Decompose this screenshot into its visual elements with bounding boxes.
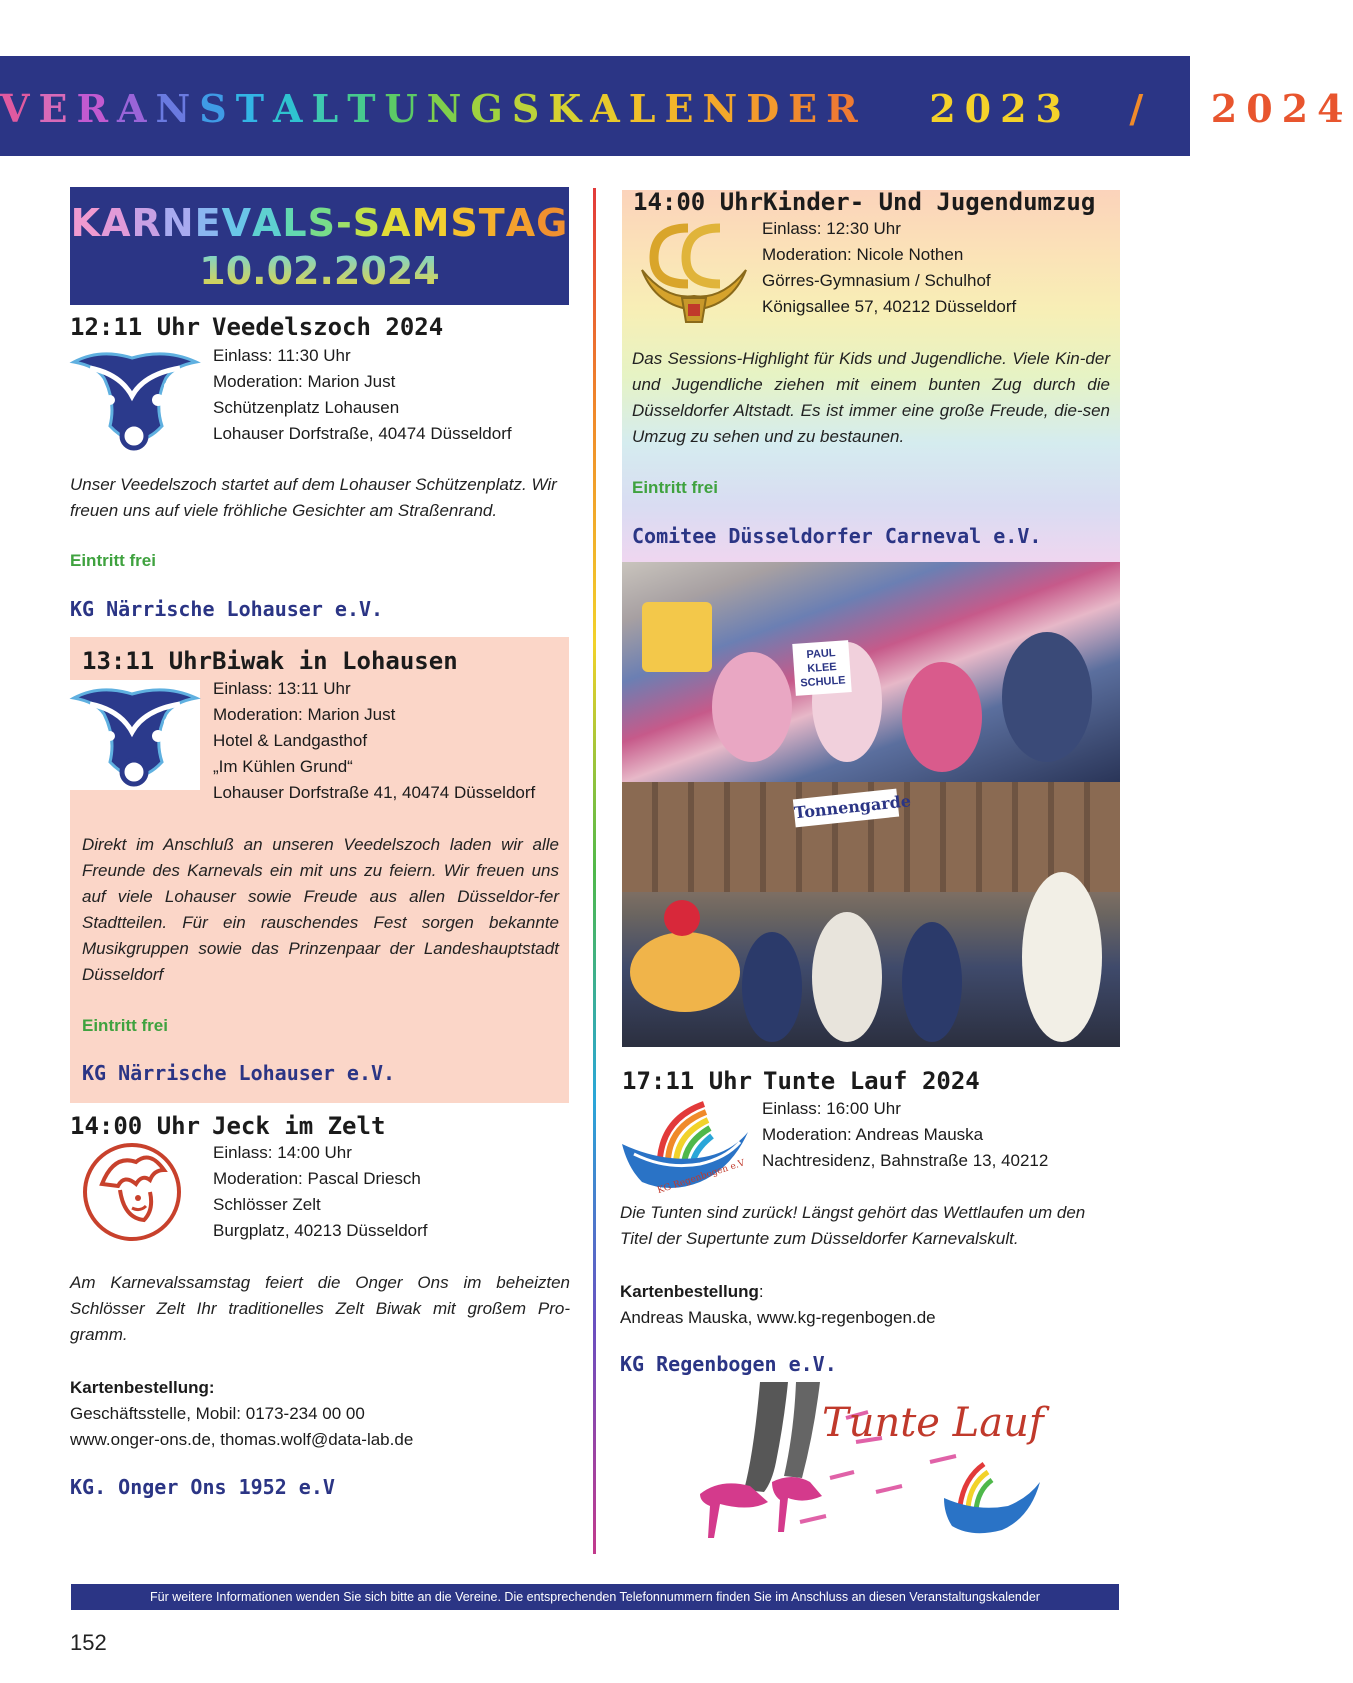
event-title: Tunte Lauf 2024 — [763, 1067, 980, 1095]
title-letter: S — [511, 86, 549, 131]
tickets-label-line — [620, 1279, 936, 1305]
page-number: 152 — [70, 1630, 107, 1655]
day-title-letter: K — [70, 201, 102, 245]
info-entry: Einlass: 14:00 Uhr — [213, 1143, 352, 1162]
event-info — [213, 343, 512, 447]
event-time: 14:00 Uhr — [633, 188, 764, 216]
title-letter: E — [788, 86, 827, 131]
day-title-letter: S — [450, 201, 479, 245]
day-title-letter: T — [478, 201, 506, 245]
title-slash: / — [1129, 86, 1153, 131]
day-title-letter: N — [161, 201, 195, 245]
tickets-phone: Geschäftsstelle, Mobil: 0173-234 00 00 — [70, 1404, 365, 1423]
title-letter: S — [199, 86, 236, 131]
title-letter: N — [426, 86, 471, 131]
event-kinderumzug — [633, 188, 1095, 216]
title-letter: R — [826, 86, 867, 131]
title-letter: N — [155, 86, 200, 131]
organizer-name: KG Regenbogen e.V. — [620, 1352, 837, 1376]
title-letter: D — [746, 86, 789, 131]
info-entry: Einlass: 12:30 Uhr — [762, 219, 901, 238]
title-letters — [0, 86, 867, 131]
info-venue-name: „Im Kühlen Grund“ — [213, 757, 353, 776]
day-title-letter: S — [352, 201, 382, 245]
event-tunte-lauf — [622, 1067, 980, 1095]
day-title-letter: A — [505, 201, 537, 245]
info-venue: Schützenplatz Lohausen — [213, 398, 400, 417]
entry-free-label: Eintritt frei — [82, 1016, 168, 1035]
day-title-letter: A — [101, 201, 132, 245]
info-moderation: Moderation: Marion Just — [213, 372, 396, 391]
event-heading — [82, 647, 458, 675]
regenbogen-cap-logo — [620, 1098, 750, 1197]
header-banner — [0, 56, 1353, 156]
parade-photo-crowd — [622, 562, 1120, 782]
title-letter: N — [702, 86, 747, 131]
title-letter: G — [470, 86, 512, 131]
event-title: Veedelszoch 2024 — [212, 313, 444, 341]
day-title-letter: R — [131, 201, 162, 245]
event-info — [762, 1096, 1048, 1174]
event-title: Biwak in Lohausen — [212, 647, 458, 675]
event-title: Jeck im Zelt — [212, 1112, 386, 1140]
info-address: Lohauser Dorfstraße, 40474 Düsseldorf — [213, 424, 512, 443]
info-venue: Schlösser Zelt — [213, 1195, 321, 1214]
info-venue: Görres-Gymnasium / Schulhof — [762, 271, 991, 290]
tickets-label: Kartenbestellung — [620, 1282, 759, 1301]
info-entry: Einlass: 13:11 Uhr — [213, 679, 351, 698]
event-veedelszoch — [70, 313, 443, 341]
info-address: Lohauser Dorfstraße 41, 40474 Düsseldorf — [213, 783, 536, 802]
day-title-letter: - — [336, 201, 353, 245]
info-moderation: Moderation: Andreas Mauska — [762, 1125, 984, 1144]
column-divider — [593, 188, 596, 1554]
title-letter: V — [0, 86, 39, 131]
day-date: 10.02.2024 — [70, 247, 569, 295]
tickets-colon: : — [758, 1282, 764, 1301]
day-title-letter: E — [194, 201, 222, 245]
event-info — [762, 216, 1016, 320]
event-heading — [622, 1067, 980, 1095]
jester-face-logo — [80, 1140, 184, 1244]
organizer-name: KG. Onger Ons 1952 e.V — [70, 1475, 335, 1499]
tickets-contact: Andreas Mauska, www.kg-regenbogen.de — [620, 1308, 936, 1327]
day-title-letter: A — [252, 201, 283, 245]
day-title — [70, 199, 569, 247]
title-letter: L — [311, 86, 348, 131]
event-time: 13:11 Uhr — [82, 647, 213, 675]
day-title-letter: L — [282, 201, 308, 245]
day-title-letter: V — [221, 201, 252, 245]
title-letter: R — [76, 86, 118, 131]
tickets-label: Kartenbestellung: — [70, 1378, 215, 1397]
info-address: Nachtresidenz, Bahnstraße 13, 40212 — [762, 1151, 1049, 1170]
title-letter: T — [235, 86, 273, 131]
title-letter: E — [664, 86, 703, 131]
day-title-letter: A — [381, 201, 412, 245]
day-title-letter: G — [536, 201, 569, 245]
ticket-info — [620, 1279, 936, 1331]
title-letter: A — [117, 86, 156, 131]
event-title: Kinder- Und Jugendumzug — [763, 188, 1096, 216]
ticket-info — [70, 1375, 413, 1453]
event-description: Am Karnevalssamstag feiert die Onger Ons im beheizten Schlösser Zelt Ihr traditionelles Zelt Biwak mit großem Pro-gramm. — [70, 1273, 570, 1344]
info-moderation: Moderation: Pascal Driesch — [213, 1169, 421, 1188]
event-heading — [70, 313, 443, 341]
comitee-cc-logo — [636, 218, 752, 328]
paul-klee-sign: PAUL KLEE SCHULE — [792, 640, 851, 696]
title-year-1: 2023 — [929, 86, 1071, 131]
title-year-2: 2024 — [1210, 86, 1353, 131]
parade-photo-tonnengarde — [622, 782, 1120, 1047]
event-description: Unser Veedelszoch startet auf dem Lohauser Schützenplatz. Wir freuen uns auf viele fröhliche Gesichter am Straßenrand. — [70, 475, 557, 520]
title-letter: U — [384, 86, 427, 131]
organizer-name: KG Närrische Lohauser e.V. — [82, 1061, 396, 1085]
event-time: 14:00 Uhr — [70, 1112, 201, 1140]
entry-free-label: Eintritt frei — [70, 551, 156, 570]
event-info — [213, 676, 535, 806]
tonnengarde-sign: Tonnengarde — [793, 789, 899, 828]
organizer-name: Comitee Düsseldorfer Carneval e.V. — [632, 524, 1042, 548]
info-address: Königsallee 57, 40212 Düsseldorf — [762, 297, 1017, 316]
event-description: Das Sessions-Highlight für Kids und Jugendliche. Viele Kin-der und Jugendliche ziehen mit einem bunten Zug durch die Düsseldorfer Altstadt. Es ist immer eine große Freude, die-sen Umzug zu sehen und zu bestaunen. — [632, 349, 1110, 446]
regenbogen-logo-text: KG Regenbogen e.V — [656, 1158, 747, 1197]
jester-cap-logo — [70, 680, 200, 790]
title-letter: L — [628, 86, 665, 131]
title-letter: T — [347, 86, 385, 131]
event-jeck-im-zelt — [70, 1112, 385, 1140]
day-title-letter: S — [307, 201, 337, 245]
calendar-title — [0, 86, 1353, 131]
footer-info-bar: Für weitere Informationen wenden Sie sich bitte an die Vereine. Die entsprechenden Telefonnummern finden Sie im Anschluss an diesen Veranstaltungskalender — [71, 1584, 1119, 1610]
tickets-web: www.onger-ons.de, thomas.wolf@data-lab.de — [70, 1430, 414, 1449]
info-entry: Einlass: 11:30 Uhr — [213, 346, 351, 365]
day-title-box — [70, 187, 569, 305]
event-time: 12:11 Uhr — [70, 313, 201, 341]
info-moderation: Moderation: Marion Just — [213, 705, 396, 724]
tunte-lauf-illustration — [680, 1382, 1100, 1552]
organizer-name: KG Närrische Lohauser e.V. — [70, 597, 384, 621]
info-address: Burgplatz, 40213 Düsseldorf — [213, 1221, 428, 1240]
event-biwak — [82, 647, 458, 675]
tunte-lauf-script: Tunte Lauf — [822, 1400, 1044, 1446]
info-entry: Einlass: 16:00 Uhr — [762, 1099, 901, 1118]
event-description: Direkt im Anschluß an unseren Veedelszoch laden wir alle Freunde des Karnevals ein mit uns zu feiern. Wir freuen uns auf viele Lohauser sowie Freude aus allen Düsseldor-fer Stadtteilen. Für ein rauschendes Fest sorgen bekannte Musikgruppen sowie das Prinzenpaar der Landeshauptstadt Düsseldorf — [82, 835, 559, 984]
title-letter: K — [548, 86, 591, 131]
title-letter: E — [38, 86, 77, 131]
info-moderation: Moderation: Nicole Nothen — [762, 245, 964, 264]
event-heading — [70, 1112, 385, 1140]
info-venue: Hotel & Landgasthof — [213, 731, 368, 750]
event-info — [213, 1140, 428, 1244]
event-time: 17:11 Uhr — [622, 1067, 753, 1095]
event-description: Die Tunten sind zurück! Längst gehört das Wettlaufen um den Titel der Supertunte zum Düsseldorfer Karnevalskult. — [620, 1203, 1086, 1248]
title-letter: A — [273, 86, 312, 131]
event-heading — [633, 188, 1095, 216]
day-title-letter: M — [411, 201, 451, 245]
title-letter: A — [590, 86, 629, 131]
jester-cap-logo — [70, 344, 200, 454]
entry-free-label: Eintritt frei — [632, 478, 718, 497]
